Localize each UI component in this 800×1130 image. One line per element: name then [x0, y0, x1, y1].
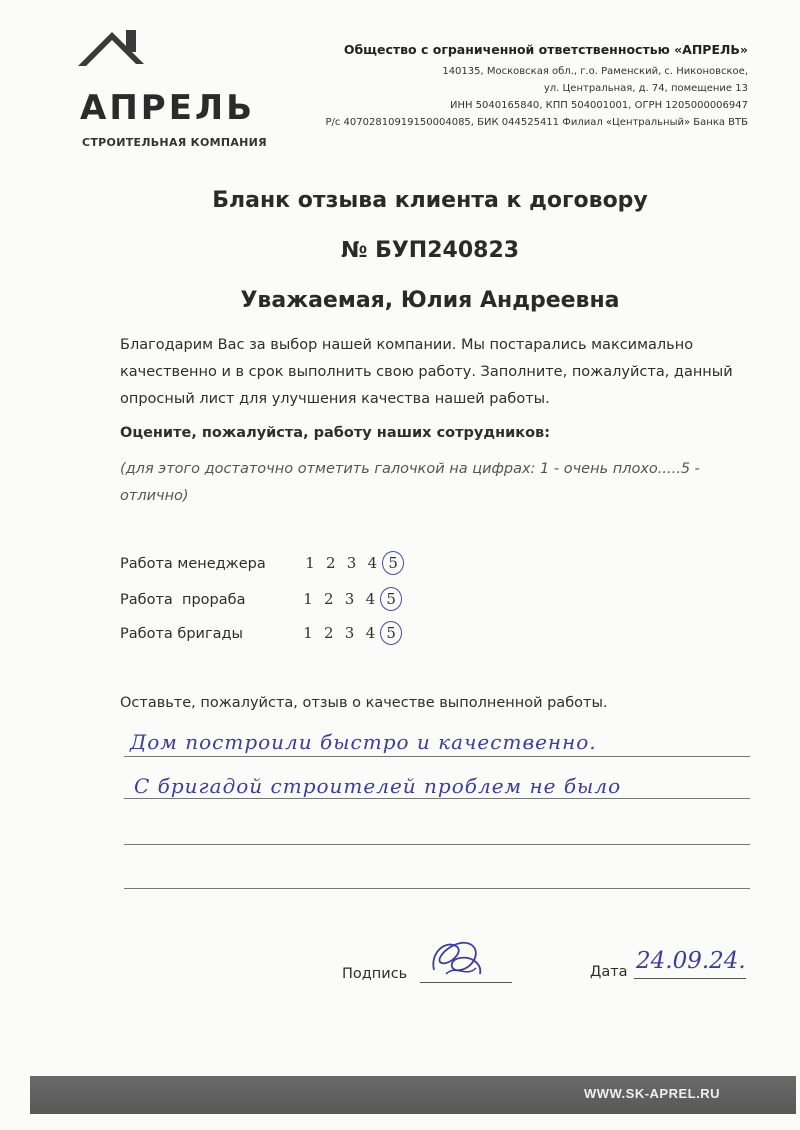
company-address-line-1: 140135, Московская обл., г.о. Раменский, с. Никоновское, [442, 66, 748, 77]
rating-row-crew [120, 622, 440, 650]
rating-label: Работа бригады [120, 626, 243, 642]
review-line-1-text[interactable]: Дом построили быстро и качественно. [130, 730, 597, 754]
rating-option[interactable]: 2 [326, 554, 336, 572]
review-line-2-text[interactable]: С бригадой строителей проблем не было [134, 774, 622, 798]
rating-option[interactable]: 2 [324, 590, 334, 608]
review-line-2 [124, 798, 750, 799]
rating-option[interactable]: 1 [303, 590, 313, 608]
website-link[interactable]: WWW.SK-APREL.RU [583, 1086, 720, 1101]
company-tax-ids: ИНН 5040165840, КПП 504001001, ОГРН 1205000006947 [449, 100, 748, 111]
rating-option[interactable]: 4 [365, 624, 376, 642]
rating-option[interactable]: 1 [303, 624, 313, 642]
rating-option[interactable]: 3 [344, 590, 355, 608]
logo-subtitle: СТРОИТЕЛЬНАЯ КОМПАНИЯ [82, 136, 267, 149]
rating-option[interactable]: 4 [367, 554, 378, 572]
footer-band [30, 1076, 796, 1114]
rating-row-manager [120, 552, 440, 580]
signature-line[interactable] [420, 982, 512, 983]
date-label: Дата [590, 964, 628, 980]
rating-option[interactable]: 3 [346, 554, 357, 572]
contract-number: № БУП240823 [340, 238, 520, 263]
signature-label: Подпись [342, 966, 408, 982]
rating-scale [300, 590, 399, 608]
signature-mark [426, 934, 490, 984]
review-line-3 [124, 844, 750, 845]
rating-scale [300, 624, 399, 642]
company-address-line-2: ул. Центральная, д. 74, помещение 13 [543, 83, 748, 94]
logo-name: АПРЕЛЬ [80, 88, 256, 128]
rating-option[interactable]: 2 [324, 624, 334, 642]
rating-option[interactable]: 4 [365, 590, 376, 608]
company-bank-details: Р/с 40702810919150004085, БИК 044525411 Филиал «Центральный» Банка ВТБ [325, 117, 748, 128]
review-prompt: Оставьте, пожалуйста, отзыв о качестве выполненной работы. [120, 695, 608, 711]
rating-option[interactable]: 3 [344, 624, 355, 642]
date-line [634, 978, 746, 979]
rating-row-foreman [120, 588, 440, 616]
rating-option[interactable]: 5 [385, 554, 401, 572]
company-name: Общество с ограниченной ответственностью «АПРЕЛЬ» [343, 42, 748, 57]
date-value[interactable]: 24.09.24. [636, 948, 746, 974]
review-line-4 [124, 888, 750, 889]
rating-option[interactable]: 5 [383, 624, 399, 642]
company-logo [78, 26, 278, 149]
rating-label: Работа прораба [120, 592, 246, 608]
client-greeting: Уважаемая, Юлия Андреевна [240, 288, 620, 313]
form-title: Бланк отзыва клиента к договору [212, 188, 648, 213]
rating-option[interactable]: 1 [305, 554, 315, 572]
rate-hint: (для этого достаточно отметить галочкой на цифрах: 1 - очень плохо.....5 - отлично) [120, 461, 700, 504]
rating-scale [302, 554, 401, 572]
rating-label: Работа менеджера [120, 556, 266, 572]
rating-option[interactable]: 5 [383, 590, 399, 608]
rate-prompt: Оцените, пожалуйста, работу наших сотрудников: [120, 425, 551, 441]
review-line-1 [124, 756, 750, 757]
company-details [325, 42, 748, 131]
house-roof-icon [78, 26, 148, 68]
intro-paragraph: Благодарим Вас за выбор нашей компании. Мы постарались максимально качественно и в срок выполнить свою работу. Заполните, пожалуйста, данный опросный лист для улучшения качества нашей работы. [120, 337, 733, 407]
